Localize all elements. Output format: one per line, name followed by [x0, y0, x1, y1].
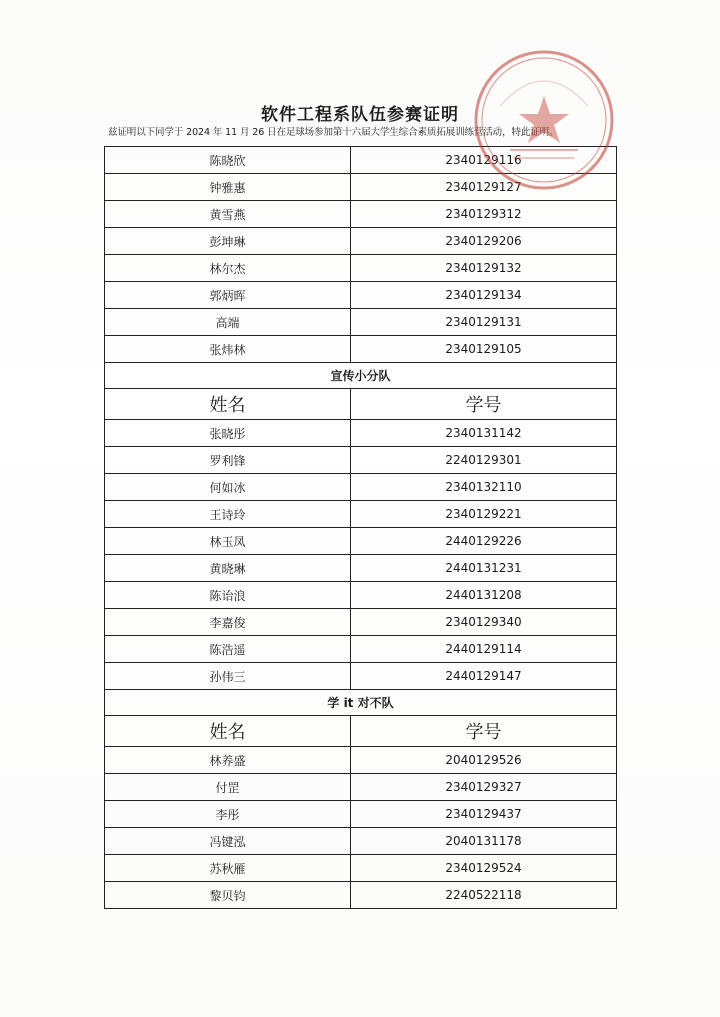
- student-name-cell: 张晓彤: [105, 420, 351, 447]
- student-id-cell: 2240522118: [351, 882, 617, 909]
- student-id-cell: 2340132110: [351, 474, 617, 501]
- table-row: [105, 855, 617, 882]
- student-name-cell: 林尔杰: [105, 255, 351, 282]
- student-id-cell: 2340129340: [351, 609, 617, 636]
- team-name-cell: 宣传小分队: [105, 363, 617, 389]
- table-row: [105, 555, 617, 582]
- team-section-row: [105, 690, 617, 716]
- student-name-cell: 黄雪燕: [105, 201, 351, 228]
- id-column-header: 学号: [351, 389, 617, 420]
- table-row: [105, 528, 617, 555]
- table-row: [105, 828, 617, 855]
- student-name-cell: 冯键泓: [105, 828, 351, 855]
- student-name-cell: 黎贝钧: [105, 882, 351, 909]
- table-row: [105, 309, 617, 336]
- student-name-cell: 李彤: [105, 801, 351, 828]
- student-id-cell: 2340129221: [351, 501, 617, 528]
- name-column-header: 姓名: [105, 389, 351, 420]
- roster-table: [104, 146, 617, 909]
- student-id-cell: 2340129134: [351, 282, 617, 309]
- student-name-cell: 王诗玲: [105, 501, 351, 528]
- student-name-cell: 林玉凤: [105, 528, 351, 555]
- student-id-cell: 2340129524: [351, 855, 617, 882]
- team-section-row: [105, 363, 617, 389]
- student-id-cell: 2340129312: [351, 201, 617, 228]
- student-id-cell: 2340129105: [351, 336, 617, 363]
- column-header-row: [105, 716, 617, 747]
- column-header-row: [105, 389, 617, 420]
- student-id-cell: 2440131208: [351, 582, 617, 609]
- student-id-cell: 2340129437: [351, 801, 617, 828]
- table-row: [105, 447, 617, 474]
- student-id-cell: 2440129226: [351, 528, 617, 555]
- student-name-cell: 孙伟三: [105, 663, 351, 690]
- student-name-cell: 罗利锋: [105, 447, 351, 474]
- table-row: [105, 255, 617, 282]
- table-row: [105, 609, 617, 636]
- student-id-cell: 2340131142: [351, 420, 617, 447]
- student-name-cell: 陈晓欣: [105, 147, 351, 174]
- official-seal-stamp: [470, 46, 618, 194]
- table-row: [105, 474, 617, 501]
- student-name-cell: 陈浩遥: [105, 636, 351, 663]
- table-row: [105, 501, 617, 528]
- table-row: [105, 420, 617, 447]
- student-id-cell: 2040129526: [351, 747, 617, 774]
- student-name-cell: 高端: [105, 309, 351, 336]
- certification-statement: 兹证明以下同学于 2024 年 11 月 26 日在足球场参加第十六届大学生综合素质拓展训练营活动，特此证明。: [108, 127, 559, 138]
- roster-body: [105, 147, 617, 909]
- student-name-cell: 苏秋雁: [105, 855, 351, 882]
- table-row: [105, 663, 617, 690]
- student-id-cell: 2240129301: [351, 447, 617, 474]
- student-id-cell: 2340129131: [351, 309, 617, 336]
- student-id-cell: 2340129206: [351, 228, 617, 255]
- student-name-cell: 彭坤琳: [105, 228, 351, 255]
- table-row: [105, 201, 617, 228]
- student-name-cell: 林养盛: [105, 747, 351, 774]
- table-row: [105, 882, 617, 909]
- student-id-cell: 2440129114: [351, 636, 617, 663]
- table-row: [105, 336, 617, 363]
- student-name-cell: 陈诒浪: [105, 582, 351, 609]
- table-row: [105, 636, 617, 663]
- id-column-header: 学号: [351, 716, 617, 747]
- table-row: [105, 582, 617, 609]
- student-id-cell: 2440131231: [351, 555, 617, 582]
- name-column-header: 姓名: [105, 716, 351, 747]
- student-id-cell: 2340129132: [351, 255, 617, 282]
- table-row: [105, 282, 617, 309]
- student-id-cell: 2040131178: [351, 828, 617, 855]
- team-name-cell: 学 it 对不队: [105, 690, 617, 716]
- student-id-cell: 2340129327: [351, 774, 617, 801]
- student-name-cell: 张炜林: [105, 336, 351, 363]
- student-id-cell: 2340129127: [351, 174, 617, 201]
- table-row: [105, 801, 617, 828]
- student-id-cell: 2340129116: [351, 147, 617, 174]
- student-name-cell: 李嘉俊: [105, 609, 351, 636]
- student-id-cell: 2440129147: [351, 663, 617, 690]
- student-name-cell: 钟雅惠: [105, 174, 351, 201]
- table-row: [105, 774, 617, 801]
- document-title: 软件工程系队伍参赛证明: [261, 105, 459, 125]
- table-row: [105, 228, 617, 255]
- student-name-cell: 何如冰: [105, 474, 351, 501]
- student-name-cell: 付罡: [105, 774, 351, 801]
- student-name-cell: 黄晓琳: [105, 555, 351, 582]
- student-name-cell: 郭炳晖: [105, 282, 351, 309]
- table-row: [105, 747, 617, 774]
